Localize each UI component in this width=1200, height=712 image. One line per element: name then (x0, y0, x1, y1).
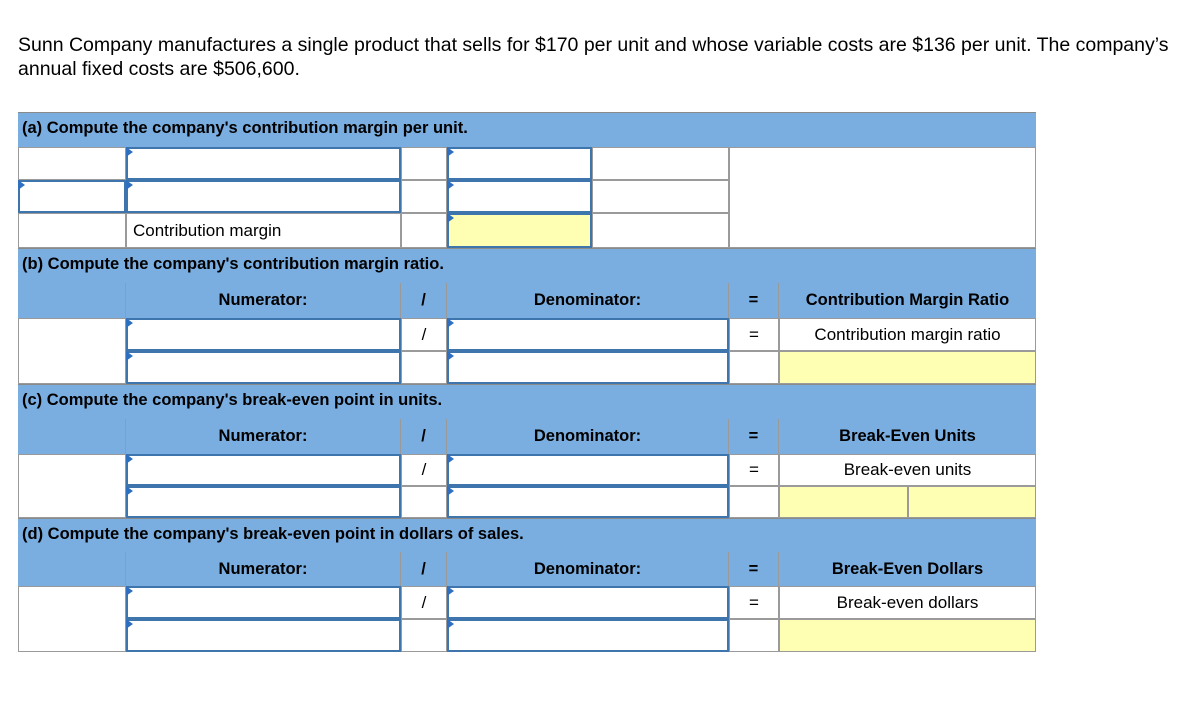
part-a-row1-spacer (401, 147, 447, 180)
part-c-denominator-label-input[interactable] (447, 454, 729, 486)
part-b-row2-eq-spacer (729, 351, 779, 384)
problem-statement: Sunn Company manufactures a single product that sells for $170 per unit and whose variable costs are $136 per unit. The company’s annual fixed costs are $506,600. (18, 34, 1169, 80)
part-c-numerator-label: Numerator: (126, 419, 401, 454)
part-d-label-spacer (18, 552, 126, 586)
break-even-dollars-header: Break-Even Dollars (779, 552, 1036, 586)
part-b-header: (b) Compute the company's contribution margin ratio. (18, 248, 1036, 283)
part-d-row2-spacer (401, 619, 447, 652)
part-d-numerator-amount-input[interactable] (126, 619, 401, 652)
part-c-numerator-label-input[interactable] (126, 454, 401, 486)
part-b-slash: / (401, 318, 447, 351)
part-b-equals: = (729, 318, 779, 351)
part-c-row2-spacer (401, 486, 447, 518)
part-b-denominator-label: Denominator: (447, 283, 729, 318)
contribution-margin-ratio-label: Contribution margin ratio (779, 318, 1036, 351)
part-b-equals-label: = (729, 283, 779, 318)
part-b-numerator-label-input[interactable] (126, 318, 401, 351)
contribution-margin-answer-input[interactable] (447, 213, 592, 248)
part-a-row2-amount-input[interactable] (447, 180, 592, 213)
break-even-units-header: Break-Even Units (779, 419, 1036, 454)
break-even-dollars-answer-input[interactable] (779, 619, 1036, 652)
part-b-row2-spacer (401, 351, 447, 384)
part-a-header: (a) Compute the company's contribution margin per unit. (18, 112, 1036, 147)
part-b-denominator-label-input[interactable] (447, 318, 729, 351)
part-d-row2-eq-spacer (729, 619, 779, 652)
part-c-label-spacer (18, 419, 126, 454)
part-a-blank-area (729, 147, 1036, 248)
break-even-units-label: Break-even units (779, 454, 1036, 486)
break-even-units-answer-input[interactable] (779, 486, 908, 518)
part-c-left-blank (18, 454, 126, 518)
part-a-row2-label-input[interactable] (126, 180, 401, 213)
part-d-denominator-amount-input[interactable] (447, 619, 729, 652)
part-a-row3-blank2 (592, 213, 729, 248)
part-c-equals-label: = (729, 419, 779, 454)
part-d-numerator-label: Numerator: (126, 552, 401, 586)
worksheet-table (18, 112, 1036, 652)
part-c-denominator-label: Denominator: (447, 419, 729, 454)
part-a-row2-blank (592, 180, 729, 213)
part-d-equals: = (729, 586, 779, 619)
contribution-margin-label: Contribution margin (126, 213, 401, 248)
part-b-slash-label: / (401, 283, 447, 318)
part-c-slash: / (401, 454, 447, 486)
part-d-denominator-label-input[interactable] (447, 586, 729, 619)
contribution-margin-ratio-header: Contribution Margin Ratio (779, 283, 1036, 318)
part-c-header: (c) Compute the company's break-even point in units. (18, 384, 1036, 419)
part-c-denominator-amount-input[interactable] (447, 486, 729, 518)
part-b-label-spacer (18, 283, 126, 318)
part-d-numerator-label-input[interactable] (126, 586, 401, 619)
part-a-row1-label-input[interactable] (126, 147, 401, 180)
part-c-equals: = (729, 454, 779, 486)
part-a-row3-blank (18, 213, 126, 248)
part-c-row2-eq-spacer (729, 486, 779, 518)
part-a-row1-blank (592, 147, 729, 180)
part-a-row2-operator-input[interactable] (18, 180, 126, 213)
part-b-numerator-label: Numerator: (126, 283, 401, 318)
break-even-dollars-label: Break-even dollars (779, 586, 1036, 619)
part-a-row1-amount-input[interactable] (447, 147, 592, 180)
contribution-margin-ratio-answer-input[interactable] (779, 351, 1036, 384)
part-d-header: (d) Compute the company's break-even point in dollars of sales. (18, 518, 1036, 552)
part-d-slash-label: / (401, 552, 447, 586)
part-c-slash-label: / (401, 419, 447, 454)
part-b-numerator-amount-input[interactable] (126, 351, 401, 384)
part-d-equals-label: = (729, 552, 779, 586)
part-a-row1-label-cell (18, 147, 126, 180)
part-d-left-blank (18, 586, 126, 652)
part-b-denominator-amount-input[interactable] (447, 351, 729, 384)
part-d-slash: / (401, 586, 447, 619)
break-even-units-unit-input[interactable] (908, 486, 1036, 518)
part-a-row3-spacer (401, 213, 447, 248)
part-a-row2-spacer (401, 180, 447, 213)
part-b-left-blank (18, 318, 126, 384)
part-c-numerator-amount-input[interactable] (126, 486, 401, 518)
part-d-denominator-label: Denominator: (447, 552, 729, 586)
